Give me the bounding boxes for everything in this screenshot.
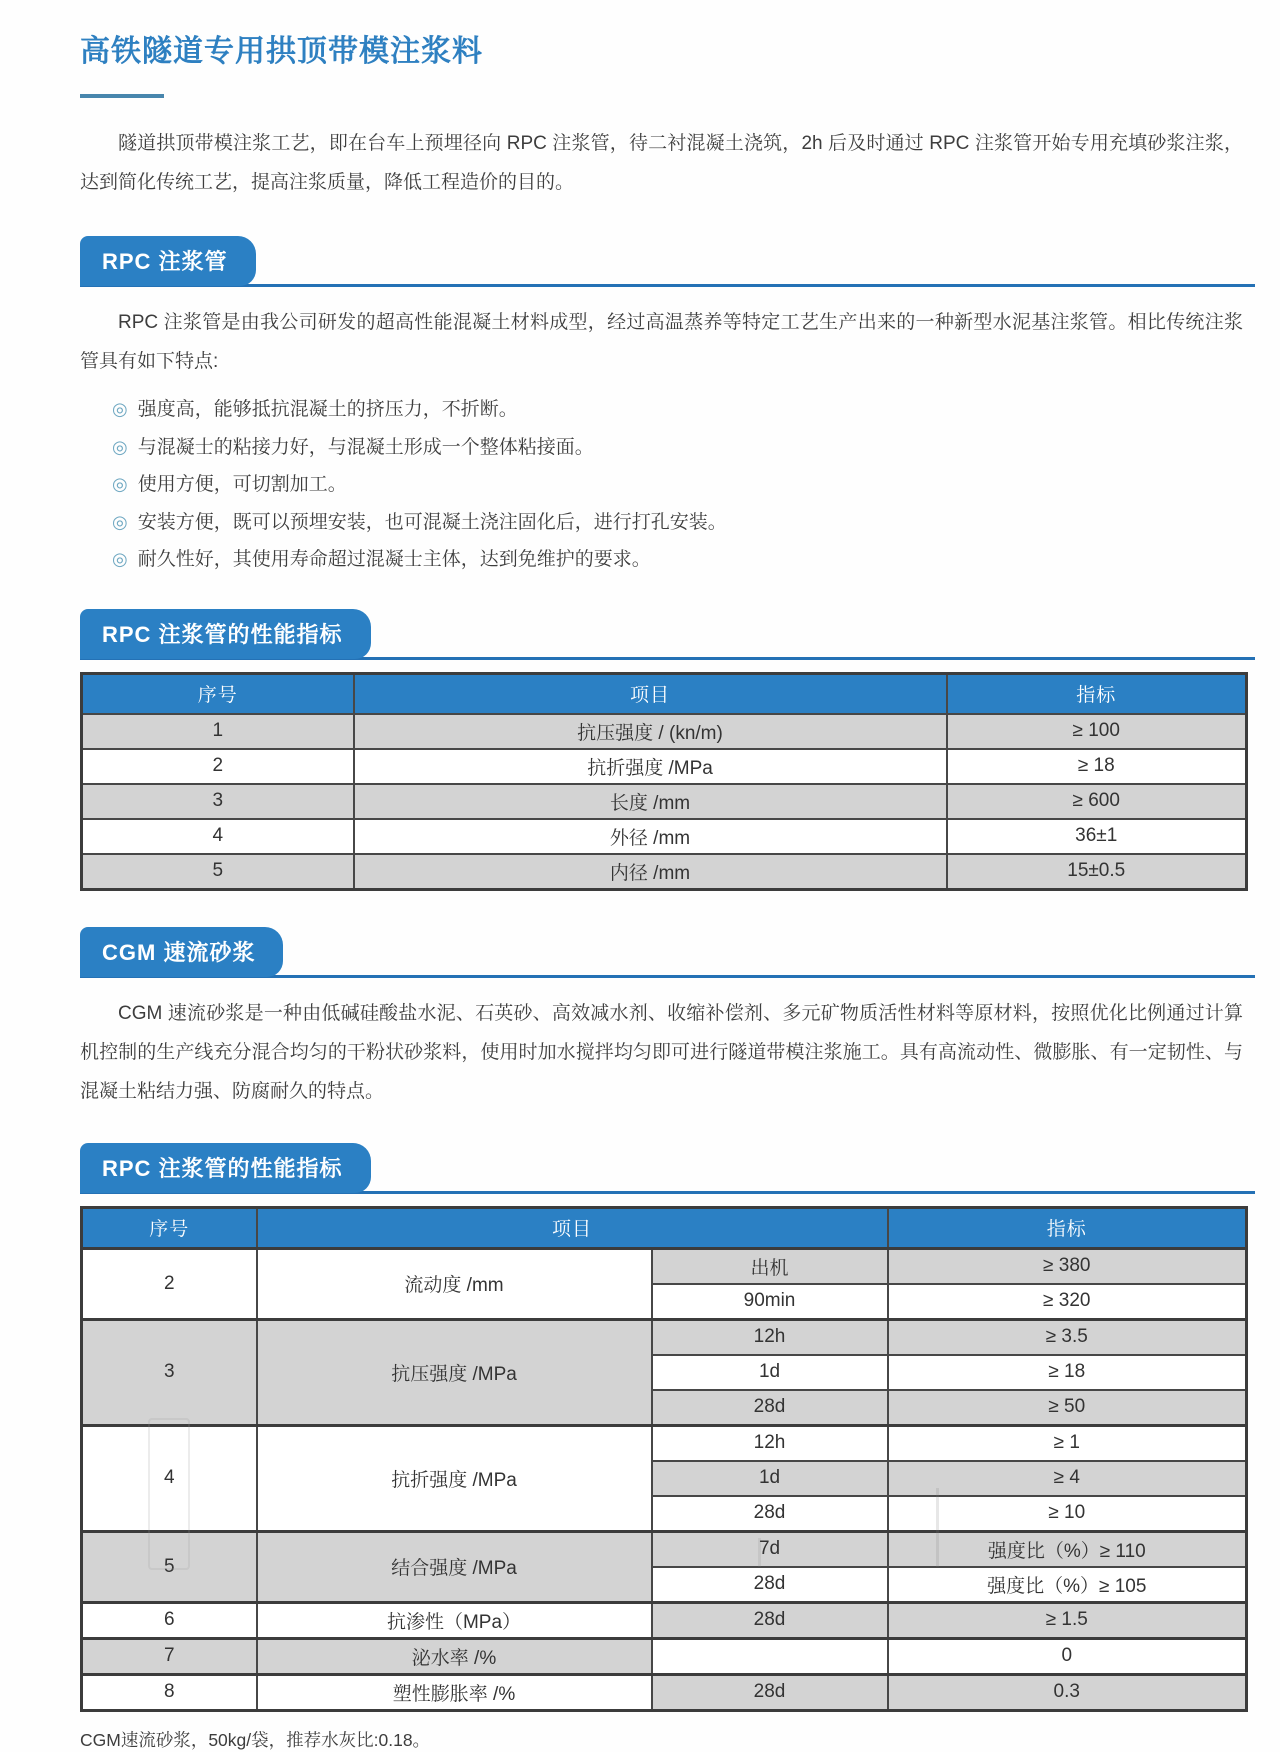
list-item-text: 使用方便，可切割加工。 bbox=[137, 474, 347, 495]
cell-condition: 90min bbox=[652, 1284, 888, 1320]
table-row bbox=[82, 714, 1247, 749]
cell-item: 外径 /mm bbox=[354, 819, 947, 854]
list-item-text: 耐久性好，其使用寿命超过混凝士主体，达到免维护的要求。 bbox=[137, 549, 651, 570]
cell-item: 抗折强度 /MPa bbox=[257, 1425, 652, 1531]
cell-value: ≥ 10 bbox=[888, 1496, 1247, 1532]
section-header-rpc-pipe bbox=[80, 236, 1255, 287]
cell-item: 抗渗性（MPa） bbox=[257, 1602, 652, 1638]
column-header-item: 项目 bbox=[354, 673, 947, 714]
rpc-spec-table bbox=[80, 672, 1248, 891]
list-item-text: 安装方便，既可以预埋安装，也可混凝土浇注固化后，进行打孔安装。 bbox=[137, 511, 727, 533]
table-row bbox=[82, 1425, 1247, 1461]
double-circle-bullet-icon: ◎ bbox=[112, 511, 128, 532]
table-row bbox=[82, 749, 1247, 784]
list-item bbox=[112, 391, 1240, 429]
section-rule bbox=[80, 284, 1255, 287]
cgm-spec-table-wrap bbox=[80, 1206, 1245, 1712]
cell-condition: 7d bbox=[652, 1531, 888, 1567]
cell-item: 内径 /mm bbox=[354, 854, 947, 890]
cell-item: 长度 /mm bbox=[354, 784, 947, 819]
list-item bbox=[112, 504, 1240, 542]
cell-value: ≥ 18 bbox=[947, 749, 1247, 784]
cell-no: 7 bbox=[82, 1638, 257, 1674]
cell-value: ≥ 50 bbox=[888, 1390, 1247, 1426]
cell-condition: 出机 bbox=[652, 1248, 888, 1284]
rpc-pipe-description: RPC 注浆管是由我公司研发的超高性能混凝土材料成型，经过高温蒸养等特定工艺生产出来的一种新型水泥基注浆管。相比传统注浆管具有如下特点: bbox=[80, 312, 1243, 372]
table-row bbox=[82, 1531, 1247, 1567]
section-tab-rpc-pipe: RPC 注浆管 bbox=[80, 236, 256, 286]
section-header-cgm bbox=[80, 927, 1255, 978]
cell-no: 8 bbox=[82, 1674, 257, 1710]
cell-no: 2 bbox=[82, 1248, 257, 1319]
table-row bbox=[82, 1248, 1247, 1284]
cell-value: ≥ 4 bbox=[888, 1461, 1247, 1496]
section-header-rpc-spec bbox=[80, 609, 1255, 660]
cell-no: 5 bbox=[82, 854, 354, 890]
cell-condition: 1d bbox=[652, 1461, 888, 1496]
double-circle-bullet-icon: ◎ bbox=[112, 549, 128, 569]
column-header-item: 项目 bbox=[257, 1207, 888, 1248]
list-item bbox=[112, 429, 1240, 467]
cell-item: 抗压强度 / (kn/m) bbox=[354, 714, 947, 749]
table-row bbox=[82, 1674, 1247, 1710]
list-item-text: 强度高，能够抵抗混凝土的挤压力，不折断。 bbox=[137, 399, 518, 420]
cell-no: 2 bbox=[82, 749, 354, 784]
cell-item: 塑性膨胀率 /% bbox=[257, 1674, 652, 1710]
cell-item: 流动度 /mm bbox=[257, 1248, 652, 1319]
cell-value: 强度比（%）≥ 105 bbox=[888, 1567, 1247, 1603]
column-header-no: 序号 bbox=[82, 673, 354, 714]
cell-item: 泌水率 /% bbox=[257, 1638, 652, 1674]
column-header-no: 序号 bbox=[82, 1207, 257, 1248]
cell-value: ≥ 1.5 bbox=[888, 1602, 1247, 1638]
double-circle-bullet-icon: ◎ bbox=[112, 436, 128, 457]
cgm-description: CGM 速流砂浆是一种由低碱硅酸盐水泥、石英砂、高效减水剂、收缩补偿剂、多元矿物质活性材料等原材料，按照优化比例通过计算机控制的生产线充分混合均匀的干粉状砂浆料，使用时加水搅拌均匀即可进行隧道带模注浆施工。具有高流动性、微膨胀、有一定韧性、与混凝土粘结力强、防腐耐久的特点。 bbox=[80, 1002, 1243, 1102]
cell-no: 1 bbox=[82, 714, 354, 749]
column-header-value: 指标 bbox=[888, 1207, 1247, 1248]
cell-no: 3 bbox=[82, 1319, 257, 1425]
cell-value: 15±0.5 bbox=[947, 854, 1247, 890]
cgm-spec-table bbox=[80, 1206, 1248, 1712]
cell-value: ≥ 380 bbox=[888, 1248, 1247, 1284]
intro-paragraph: 隧道拱顶带模注浆工艺，即在台车上预埋径向 RPC 注浆管，待二衬混凝土浇筑，2h 后及时通过 RPC 注浆管开始专用充填砂浆注浆，达到简化传统工艺，提高注浆质量，降低工程造价的目的。 bbox=[80, 133, 1243, 193]
cell-value: ≥ 18 bbox=[888, 1355, 1247, 1390]
footnote-text: CGM速流砂浆，50kg/袋，推荐水灰比:0.18。 bbox=[80, 1729, 431, 1750]
list-item-text: 与混凝士的粘接力好，与混凝土形成一个整体粘接面。 bbox=[137, 436, 594, 458]
rpc-feature-list bbox=[112, 391, 1240, 579]
cell-item: 抗折强度 /MPa bbox=[354, 749, 947, 784]
cell-value: ≥ 600 bbox=[947, 784, 1247, 819]
cell-value: 0 bbox=[888, 1638, 1247, 1674]
cell-condition bbox=[652, 1638, 888, 1674]
cell-item: 结合强度 /MPa bbox=[257, 1531, 652, 1602]
table-row bbox=[82, 1602, 1247, 1638]
cell-condition: 28d bbox=[652, 1567, 888, 1603]
rpc-spec-table-wrap bbox=[80, 672, 1245, 891]
cell-no: 4 bbox=[82, 1425, 257, 1531]
cell-no: 6 bbox=[82, 1602, 257, 1638]
cell-no: 3 bbox=[82, 784, 354, 819]
table-row bbox=[82, 854, 1247, 890]
cell-value: ≥ 3.5 bbox=[888, 1319, 1247, 1355]
cell-condition: 28d bbox=[652, 1496, 888, 1532]
cell-item: 抗压强度 /MPa bbox=[257, 1319, 652, 1425]
cell-value: ≥ 320 bbox=[888, 1284, 1247, 1320]
section-tab-cgm: CGM 速流砂浆 bbox=[80, 927, 283, 977]
cell-condition: 28d bbox=[652, 1602, 888, 1638]
column-header-value: 指标 bbox=[947, 673, 1247, 714]
section-tab-rpc-spec: RPC 注浆管的性能指标 bbox=[80, 609, 371, 659]
cell-value: 36±1 bbox=[947, 819, 1247, 854]
title-underline-decoration bbox=[80, 94, 164, 98]
page-title: 高铁隧道专用拱顶带模注浆料 bbox=[80, 35, 483, 68]
document-page bbox=[0, 26, 1280, 1750]
list-item bbox=[112, 541, 1240, 579]
table-row bbox=[82, 784, 1247, 819]
cell-value: 0.3 bbox=[888, 1674, 1247, 1710]
list-item bbox=[112, 466, 1240, 504]
table-row bbox=[82, 819, 1247, 854]
section-tab-cgm-spec: RPC 注浆管的性能指标 bbox=[80, 1143, 371, 1193]
cell-no: 4 bbox=[82, 819, 354, 854]
section-header-cgm-spec bbox=[80, 1143, 1255, 1194]
cell-value: ≥ 1 bbox=[888, 1425, 1247, 1461]
cell-value: 强度比（%）≥ 110 bbox=[888, 1531, 1247, 1567]
double-circle-bullet-icon: ◎ bbox=[112, 399, 128, 419]
cell-condition: 12h bbox=[652, 1319, 888, 1355]
cell-condition: 1d bbox=[652, 1355, 888, 1390]
cell-no: 5 bbox=[82, 1531, 257, 1602]
cell-condition: 28d bbox=[652, 1674, 888, 1710]
cell-condition: 12h bbox=[652, 1425, 888, 1461]
table-header-row bbox=[82, 1207, 1247, 1248]
double-circle-bullet-icon: ◎ bbox=[112, 474, 128, 494]
cell-value: ≥ 100 bbox=[947, 714, 1247, 749]
table-header-row bbox=[82, 673, 1247, 714]
table-row bbox=[82, 1638, 1247, 1674]
table-row bbox=[82, 1319, 1247, 1355]
cell-condition: 28d bbox=[652, 1390, 888, 1426]
